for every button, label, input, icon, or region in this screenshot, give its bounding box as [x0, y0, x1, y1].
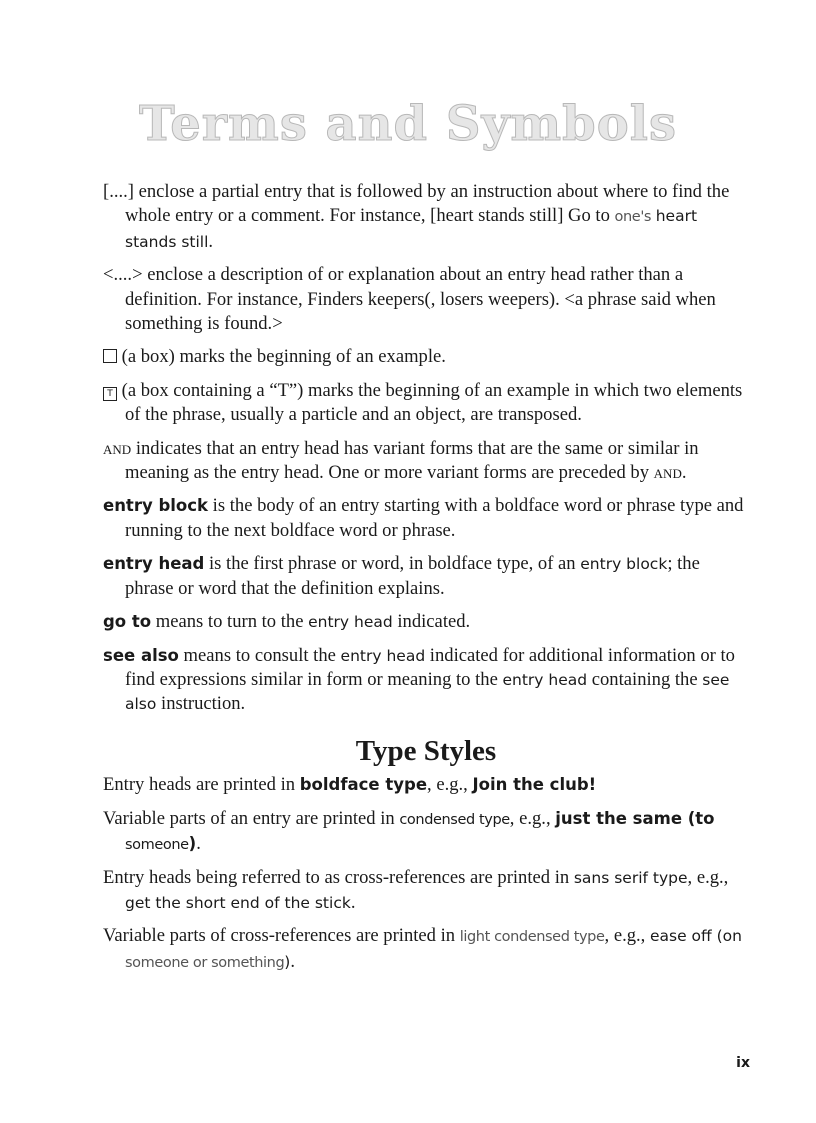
- term-and: and indicates that an entry head has variant forms that are the same or similar in meaning as the entry head. One or more variant forms are preceded by and.: [103, 437, 699, 484]
- term-see-also: see also means to consult the entry head indicated for additional information or to find expressions similar in form or meaning to the entry head containing the see also instruction.: [103, 644, 735, 715]
- type-style-condensed: Variable parts of an entry are printed in condensed type, e.g., just the same (to someone).: [103, 807, 715, 854]
- section-title: Type Styles: [355, 734, 497, 767]
- term-partial-entry: [....] enclose a partial entry that is followed by an instruction about where to find the whole entry or a comment. For instance, [heart stands still] Go to one's heart stands still.: [103, 181, 730, 252]
- term-entry-block: entry block is the body of an entry starting with a boldface word or phrase type and running to the next boldface word or phrase.: [103, 495, 744, 541]
- term-go-to: go to means to turn to the entry head indicated.: [103, 611, 471, 633]
- angle-bracket-symbol: <....>: [103, 264, 143, 286]
- page-number: ix: [736, 1055, 750, 1071]
- type-style-sans-serif: Entry heads being referred to as cross-references are printed in sans serif type, e.g., get the short end of the stick.: [103, 867, 729, 913]
- term-angle-brackets: <....> enclose a description of or explanation about an entry head rather than a definition. For instance, Finders keepers(, losers weepers). <a phrase said when something is found.>: [103, 264, 716, 335]
- terms-list: [103, 180, 749, 984]
- term-t-box: T (a box containing a “T”) marks the beginning of an example in which two elements of the phrase, usually a particle and an object, are transposed.: [103, 379, 749, 428]
- term-entry-head: entry head is the first phrase or word, in boldface type, of an entry block; the phrase or word that the definition explains.: [103, 553, 700, 599]
- box-icon: [103, 349, 117, 363]
- term-box: (a box) marks the beginning of an example.: [103, 345, 749, 369]
- bracket-symbol: [....]: [103, 181, 134, 202]
- t-box-icon: T: [103, 387, 117, 401]
- page-title: Terms and Symbols: [138, 96, 677, 152]
- type-style-boldface: Entry heads are printed in boldface type, e.g., Join the club!: [103, 774, 597, 796]
- type-style-light-condensed: Variable parts of cross-references are printed in light condensed type, e.g., ease off (on someone or something).: [103, 925, 742, 972]
